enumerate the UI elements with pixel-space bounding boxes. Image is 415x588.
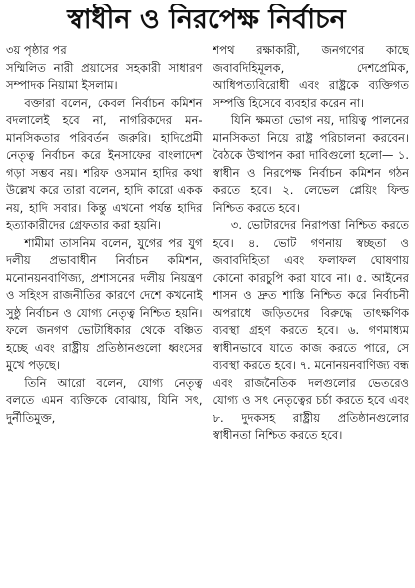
paragraph: তিনি আরো বলেন, যোগ্য নেতৃত্ব বলতে এমন ব্যক্তিকে বোঝায়, যিনি সৎ, দুর্নীতিমুক্ত,	[6, 375, 203, 425]
headline: স্বাধীন ও নিরপেক্ষ নির্বাচন	[67, 4, 346, 35]
continued-from-note: ৩য় পৃষ্ঠার পর	[6, 43, 67, 57]
paragraph: ৩. ভোটারদের নিরাপত্তা নিশ্চিত করতে হবে। ৪. ভোট গণনায় স্বচ্ছতা ও জবাবদিহিতা এবং ফলাফল ঘোষণায় কোনো কারচুপি করা যাবে না। ৫. আইনের শাসন ও দ্রুত শাস্তি নিশ্চিত করে নির্বাচনী অপরাধে জড়িতদের বিরুদ্ধে তাৎক্ষণিক ব্যবস্থা গ্রহণ করতে হবে। ৬. গণমাধ্যম স্বাধীনভাবে যাতে কাজ করতে পারে, সে ব্যবস্থা করতে হবে। ৭. মনোনয়নবাণিজ্য বন্ধ এবং রাজনৈতিক দলগুলোর ভেতরেও যোগ্য ও সৎ নেতৃত্বের চর্চা করতে হবে এবং ৮. দুদকসহ রাষ্ট্রীয় প্রতিষ্ঠানগুলোর স্বাধীনতা নিশ্চিত করতে হবে।	[212, 218, 409, 442]
left-column	[6, 42, 203, 588]
paragraph: শপথ রক্ষাকারী, জনগণের কাছে জবাবদিহিমূলক, দেশপ্রেমিক, আধিপত্যবিরোধী এবং রাষ্ট্রকে ব্যক্তিগত সম্পত্তি হিসেবে ব্যবহার করেন না।	[212, 43, 409, 110]
article-columns	[6, 42, 409, 588]
paragraph: শামীমা তাসনিম বলেন, যুগের পর যুগ দলীয় প্রভাবাধীন নির্বাচন কমিশন, মনোনয়নবাণিজ্য, প্রশাসনের দলীয় নিয়ন্ত্রণ ও সহিংস রাজনীতির কারণে দেশে কখনোই সুষ্ঠু নির্বাচন ও যোগ্য নেতৃত্ব নিশ্চিত হয়নি। ফলে জনগণ ভোটাধিকার থেকে বঞ্চিত হচ্ছে এবং রাষ্ট্রীয় প্রতিষ্ঠানগুলো ধ্বংসের মুখে পড়ছে।	[6, 235, 203, 372]
paragraph: যিনি ক্ষমতা ভোগ নয়, দায়িত্ব পালনের মানসিকতা নিয়ে রাষ্ট্র পরিচালনা করবেন। বৈঠকে উত্থাপন করা দাবিগুলো হলো— ১. স্বাধীন ও নিরপেক্ষ নির্বাচন কমিশন গঠন করতে হবে। ২. লেভেল প্লেয়িং ফিল্ড নিশ্চিত করতে হবে।	[212, 113, 409, 215]
right-column	[213, 42, 410, 588]
paragraph: বক্তারা বলেন, কেবল নির্বাচন কমিশন বদলালেই হবে না, নাগরিকদের মন-মানসিকতার পরিবর্তন জরুরি। হাদিপ্রেমী নেতৃত্ব নির্বাচন করে ইনসাফের বাংলাদেশ গড়া সম্ভব নয়। শরিফ ওসমান হাদির কথা উল্লেখ করে তারা বলেন, হাদি কারো একক নয়, হাদি সবার। কিন্তু এখনো পর্যন্ত হাদির হত্যাকারীদের গ্রেফতার করা হয়নি।	[6, 95, 203, 232]
paragraph: সম্মিলিত নারী প্রয়াসের সহকারী সাধারণ সম্পাদক নিয়ামা ইসলাম।	[6, 60, 203, 92]
